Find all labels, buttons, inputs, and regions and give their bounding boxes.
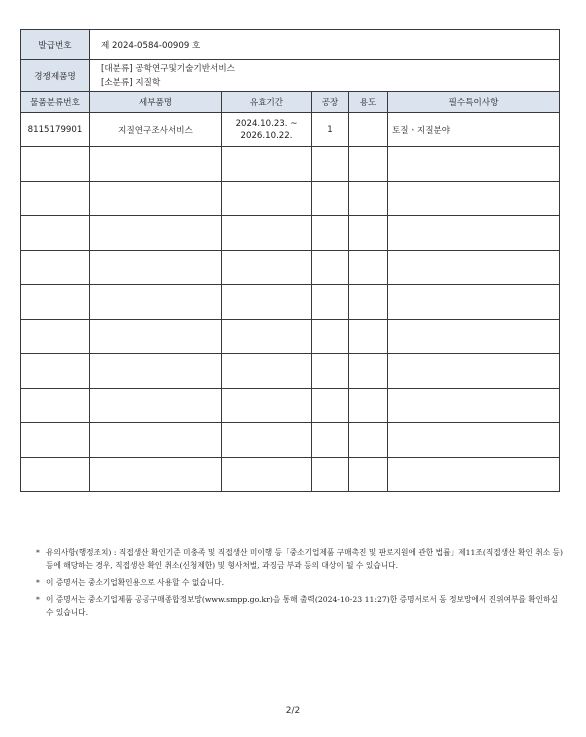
product-name-value [90, 60, 560, 92]
table-header-row [21, 92, 560, 113]
cell-factory [312, 181, 349, 216]
cell-name [90, 216, 222, 251]
cell-code [21, 319, 90, 354]
cell-code [21, 354, 90, 389]
cell-factory [312, 319, 349, 354]
cell-usage [349, 113, 388, 147]
cell-factory [312, 423, 349, 458]
cell-validity [222, 423, 312, 458]
cell-validity [222, 250, 312, 285]
cell-usage [349, 250, 388, 285]
table-row-empty [21, 250, 560, 285]
cell-name [90, 423, 222, 458]
cell-factory [312, 285, 349, 320]
cell-name: 지질연구조사서비스 [90, 113, 222, 147]
cell-factory [312, 388, 349, 423]
cell-requirements [388, 423, 560, 458]
cell-requirements [388, 457, 560, 492]
cell-usage [349, 319, 388, 354]
cell-validity [222, 457, 312, 492]
cell-validity [222, 388, 312, 423]
notice-section [36, 546, 566, 623]
cell-usage [349, 181, 388, 216]
notice-text: 이 증명서는 중소기업확인용으로 사용할 수 없습니다. [46, 578, 225, 587]
column-header-usage: 용도 [349, 92, 388, 113]
table-row-empty [21, 147, 560, 182]
cell-factory [312, 354, 349, 389]
cell-requirements: 토질ㆍ지질분야 [388, 113, 560, 147]
cell-validity [222, 319, 312, 354]
cell-usage [349, 457, 388, 492]
cell-requirements [388, 285, 560, 320]
cell-code [21, 250, 90, 285]
cell-usage [349, 388, 388, 423]
column-header-name: 세부품명 [90, 92, 222, 113]
column-header-validity: 유효기간 [222, 92, 312, 113]
product-detail-table [20, 91, 560, 492]
cell-factory: 1 [312, 113, 349, 147]
cell-code [21, 181, 90, 216]
cell-requirements [388, 354, 560, 389]
cell-code [21, 285, 90, 320]
cell-name [90, 181, 222, 216]
cell-usage [349, 423, 388, 458]
cell-code [21, 388, 90, 423]
cell-validity [222, 354, 312, 389]
cell-usage [349, 147, 388, 182]
cell-usage [349, 285, 388, 320]
page-number: 2/2 [285, 706, 301, 716]
validity-end: 2026.10.22. [240, 130, 293, 141]
notice-bullet: * [36, 578, 40, 587]
table-row-empty [21, 285, 560, 320]
cell-usage [349, 354, 388, 389]
cell-requirements [388, 216, 560, 251]
cell-validity [222, 113, 312, 147]
validity-start: 2024.10.23. ~ [235, 118, 298, 129]
notice-text: 이 증명서는 중소기업제품 공공구매종합정보망(www.smpp.go.kr)을 통해 출력(2024-10-23 11:27)한 증명서로서 동 정보망에서 진위여부를 확인하실 수 있습니다. [46, 595, 558, 617]
cell-requirements [388, 388, 560, 423]
cell-code [21, 216, 90, 251]
certificate-document [20, 29, 560, 492]
product-minor-category: [소분류] 지질학 [101, 77, 161, 88]
cell-factory [312, 147, 349, 182]
cell-requirements [388, 250, 560, 285]
notice-item [36, 546, 566, 572]
issue-number-label: 발급번호 [21, 30, 90, 60]
table-row-empty [21, 388, 560, 423]
product-name-row [21, 60, 560, 92]
certificate-header-table [20, 29, 560, 92]
cell-requirements [388, 181, 560, 216]
cell-code [21, 147, 90, 182]
cell-factory [312, 216, 349, 251]
cell-factory [312, 457, 349, 492]
table-row-empty [21, 319, 560, 354]
cell-name [90, 285, 222, 320]
cell-validity [222, 147, 312, 182]
notice-item [36, 593, 566, 619]
column-header-factory: 공장 [312, 92, 349, 113]
notice-item [36, 576, 566, 589]
cell-code [21, 423, 90, 458]
table-row [21, 113, 560, 147]
notice-bullet: * [36, 548, 40, 557]
cell-code [21, 457, 90, 492]
cell-name [90, 388, 222, 423]
table-row-empty [21, 423, 560, 458]
cell-usage [349, 216, 388, 251]
column-header-code: 물품분류번호 [21, 92, 90, 113]
product-name-label: 경쟁제품명 [21, 60, 90, 92]
table-row-empty [21, 354, 560, 389]
table-row-empty [21, 181, 560, 216]
issue-number-row [21, 30, 560, 60]
cell-validity [222, 216, 312, 251]
product-major-category: [대분류] 공학연구및기술기반서비스 [101, 63, 235, 74]
table-row-empty [21, 216, 560, 251]
cell-validity [222, 181, 312, 216]
notice-bullet: * [36, 595, 40, 604]
cell-requirements [388, 147, 560, 182]
notice-text: 유의사항(행정조치) : 직접생산 확인기준 미충족 및 직접생산 미이행 등「중소기업제품 구매촉진 및 판로지원에 관한 법률」제11조(직접생산 확인 취소 등) 등에 해당하는 경우, 직접생산 확인 취소(신청제한) 및 형사처벌, 과징금 부과 등의 대상이 될 수 있습니다. [46, 548, 563, 570]
cell-name [90, 147, 222, 182]
cell-requirements [388, 319, 560, 354]
cell-factory [312, 250, 349, 285]
table-row-empty [21, 457, 560, 492]
cell-name [90, 354, 222, 389]
cell-name [90, 319, 222, 354]
cell-code: 8115179901 [21, 113, 90, 147]
cell-name [90, 457, 222, 492]
cell-validity [222, 285, 312, 320]
cell-name [90, 250, 222, 285]
column-header-requirements: 필수특이사항 [388, 92, 560, 113]
issue-number-value: 제 2024-0584-00909 호 [90, 30, 560, 60]
